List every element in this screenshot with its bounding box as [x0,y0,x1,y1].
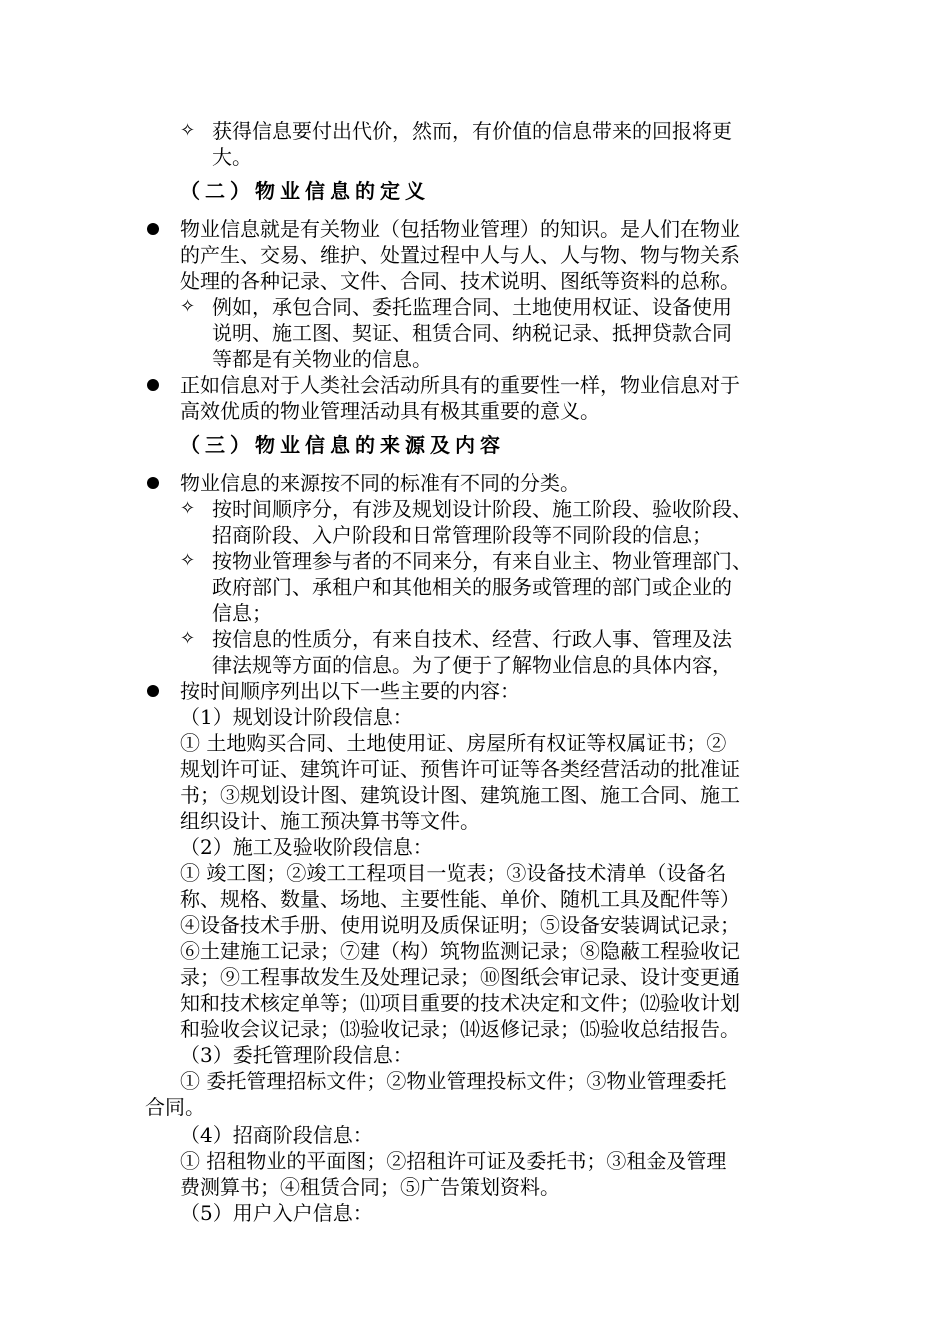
bullet-text: 按时间顺序列出以下一些主要的内容： [180,679,520,703]
filled-circle-icon [147,379,159,391]
phase-body: ① 竣工图；②竣工工程项目一览表；③设备技术清单（设备名 [180,861,727,885]
bullet-text: 物业信息就是有关物业（包括物业管理）的知识。是人们在物业 [180,217,740,241]
sub-bullet-text: 律法规等方面的信息。为了便于了解物业信息的具体内容， [212,653,732,677]
phase-body: 组织设计、施工预决算书等文件。 [180,809,480,833]
phase-body: 合同。 [145,1095,205,1119]
phase-body: 规划许可证、建筑许可证、预售许可证等各类经营活动的批准证 [180,757,740,781]
diamond-star-icon: ✧ [180,498,196,519]
phase-title: （2）施工及验收阶段信息： [180,835,433,859]
diamond-star-icon: ✧ [180,296,196,317]
sub-bullet-text: 信息； [212,601,272,625]
sub-bullet-text: 获得信息要付出代价，然而，有价值的信息带来的回报将更 [212,119,732,143]
sub-bullet-text: 按时间顺序分，有涉及规划设计阶段、施工阶段、验收阶段、 [212,497,752,521]
section-heading: （三）物业信息的来源及内容 [180,433,505,457]
sub-bullet-text: 例如，承包合同、委托监理合同、土地使用权证、设备使用 [212,295,732,319]
filled-circle-icon [147,477,159,489]
sub-bullet-text: 大。 [212,145,252,169]
sub-bullet-text: 等都是有关物业的信息。 [212,347,432,371]
bullet-text: 正如信息对于人类社会活动所具有的重要性一样，物业信息对于 [180,373,740,397]
phase-body: ⑥土建施工记录；⑦建（构）筑物监测记录；⑧隐蔽工程验收记 [180,939,740,963]
phase-body: 和验收会议记录；⒀验收记录；⒁返修记录；⒂验收总结报告。 [180,1017,740,1041]
phase-body: 知和技术核定单等；⑾项目重要的技术决定和文件；⑿验收计划 [180,991,740,1015]
bullet-text: 高效优质的物业管理活动具有极其重要的意义。 [180,399,600,423]
diamond-star-icon: ✧ [180,628,196,649]
phase-body: ① 土地购买合同、土地使用证、房屋所有权证等权属证书；② [180,731,727,755]
filled-circle-icon [147,685,159,697]
phase-body: 费测算书；④租赁合同；⑤广告策划资料。 [180,1175,560,1199]
diamond-star-icon: ✧ [180,120,196,141]
sub-bullet-text: 说明、施工图、契证、租赁合同、纳税记录、抵押贷款合同 [212,321,732,345]
phase-body: 录；⑨工程事故发生及处理记录；⑩图纸会审记录、设计变更通 [180,965,740,989]
phase-title: （1）规划设计阶段信息： [180,705,413,729]
phase-body: 书；③规划设计图、建筑设计图、建筑施工图、施工合同、施工 [180,783,740,807]
diamond-star-icon: ✧ [180,550,196,571]
bullet-text: 处理的各种记录、文件、合同、技术说明、图纸等资料的总称。 [180,269,740,293]
phase-title: （5）用户入户信息： [180,1201,373,1225]
bullet-text: 的产生、交易、维护、处置过程中人与人、人与物、物与物关系 [180,243,740,267]
sub-bullet-text: 按信息的性质分，有来自技术、经营、行政人事、管理及法 [212,627,732,651]
phase-body: ① 委托管理招标文件；②物业管理投标文件；③物业管理委托 [180,1069,727,1093]
section-heading: （二）物业信息的定义 [180,179,430,203]
sub-bullet-text: 政府部门、承租户和其他相关的服务或管理的部门或企业的 [212,575,732,599]
phase-title: （3）委托管理阶段信息： [180,1043,413,1067]
phase-title: （4）招商阶段信息： [180,1123,373,1147]
phase-body: ④设备技术手册、使用说明及质保证明；⑤设备安装调试记录； [180,913,740,937]
sub-bullet-text: 招商阶段、入户阶段和日常管理阶段等不同阶段的信息； [212,523,712,547]
sub-bullet-text: 按物业管理参与者的不同来分，有来自业主、物业管理部门、 [212,549,752,573]
phase-body: 称、规格、数量、场地、主要性能、单价、随机工具及配件等） [180,887,740,911]
phase-body: ① 招租物业的平面图；②招租许可证及委托书；③租金及管理 [180,1149,727,1173]
filled-circle-icon [147,223,159,235]
bullet-text: 物业信息的来源按不同的标准有不同的分类。 [180,471,580,495]
